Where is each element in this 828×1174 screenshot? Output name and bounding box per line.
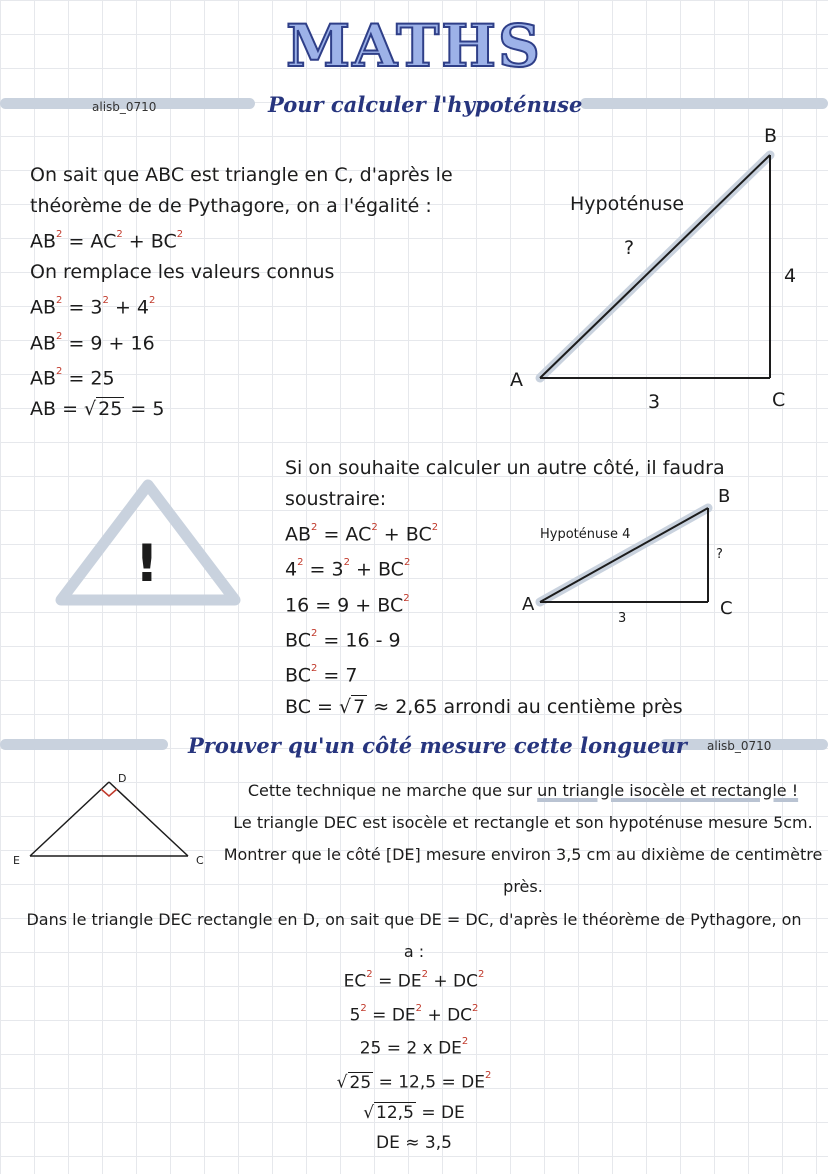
- section-title-hypotenuse: Pour calculer l'hypoténuse: [268, 92, 583, 117]
- vertex-b-label: B: [764, 125, 778, 147]
- triangle-abc-diagram: [500, 120, 820, 420]
- small-vertex-a-label: A: [522, 594, 535, 615]
- section1-text: [30, 160, 453, 425]
- equation-result-2: BC = √ 7 ≈ 2,65 arrondi au centième près: [285, 695, 683, 718]
- vertex-e-label: E: [13, 854, 20, 867]
- unknown-mark: ?: [624, 237, 635, 259]
- warning-mark: !: [135, 534, 159, 594]
- vertex-a-label: A: [510, 369, 523, 391]
- author-handle-mid: alisb_0710: [707, 739, 772, 753]
- proof-intro: Dans le triangle DEC rectangle en D, on sait que DE = DC, d'après le théorème de Pythagore, on: [26, 910, 802, 929]
- hypotenuse-label: Hypoténuse: [570, 193, 685, 215]
- intro-line-1: On sait que ABC est triangle en C, d'après le: [30, 164, 453, 186]
- proof-equation-1: $EC^2 = DE^2 + DC^2$: [343, 969, 485, 992]
- side-ac-length: 3: [648, 391, 661, 413]
- equation-sum: $AB^2 = 25$: [30, 365, 115, 390]
- author-handle-top: alisb_0710: [92, 100, 157, 114]
- vertex-c-label: C: [772, 389, 786, 411]
- section3-band-left: [0, 739, 168, 750]
- proof-equation-5: √ 12,5 = DE: [363, 1102, 465, 1123]
- equation-squares-2: $16 = 9 + BC^2$: [285, 592, 410, 616]
- equation-subtraction: $BC^2 = 16 - 9$: [285, 627, 401, 652]
- technique-note: Cette technique ne marche que sur un triangle isocèle et rectangle !: [247, 781, 799, 800]
- other-side-intro-2: soustraire:: [285, 488, 387, 510]
- triangle-dec-diagram: [8, 770, 208, 870]
- small-vertex-b-label: B: [718, 486, 731, 507]
- problem-statement: Le triangle DEC est isocèle et rectangle et son hypoténuse mesure 5cm.: [233, 813, 813, 832]
- replace-line: On remplace les valeurs connus: [30, 261, 335, 284]
- problem-question-end: près.: [503, 877, 543, 896]
- title-band-right: [580, 98, 828, 109]
- intro-line-2: théorème de de Pythagore, on a l'égalité :: [30, 195, 432, 217]
- small-unknown-mark: ?: [716, 547, 723, 562]
- equation-substitution: $AB^2 = 3^2 + 4^2$: [30, 295, 156, 319]
- side-bc-length: 4: [784, 265, 797, 287]
- equation-difference: $BC^2 = 7$: [285, 663, 358, 687]
- problem-question: Montrer que le côté [DE] mesure environ 3,5 cm au dixième de centimètre: [223, 845, 823, 864]
- proof-equation-2: $5^2 = DE^2 + DC^2$: [349, 1002, 479, 1026]
- small-hypotenuse-label: Hypoténuse 4: [540, 527, 631, 542]
- small-side-ac-length: 3: [618, 611, 627, 626]
- equation-pythagore: $AB^2 = AC^2 + BC^2$: [30, 229, 184, 253]
- equation-squares: $AB^2 = 9 + 16$: [30, 330, 155, 354]
- equation-result: AB = √ 25 = 5: [30, 398, 165, 421]
- small-vertex-c-label: C: [720, 598, 733, 619]
- proof-intro-end: a :: [403, 942, 425, 961]
- proof-equation-3: 25 = 2 x $DE^2$: [359, 1036, 469, 1059]
- proof-equations: [0, 966, 828, 1155]
- section-title-prove: Prouver qu'un côté mesure cette longueur: [188, 733, 687, 758]
- triangle-abc-small-diagram: [510, 480, 750, 630]
- warning-triangle-icon: [55, 475, 245, 610]
- proof-equation-4: √ $25 = 12,5 = DE^2$: [336, 1069, 492, 1093]
- other-side-intro-1: Si on souhaite calculer un autre côté, il faudra: [285, 457, 725, 479]
- vertex-d-label: D: [118, 772, 127, 785]
- proof-equation-6: DE ≈ 3,5: [376, 1132, 452, 1153]
- equation-pythagore-2: $AB^2 = AC^2 + BC^2$: [285, 522, 439, 546]
- page-title: MATHS: [286, 12, 542, 80]
- equation-substitution-2: $4^2 = 3^2 + BC^2$: [285, 557, 411, 581]
- vertex-c-dec-label: C: [196, 854, 204, 867]
